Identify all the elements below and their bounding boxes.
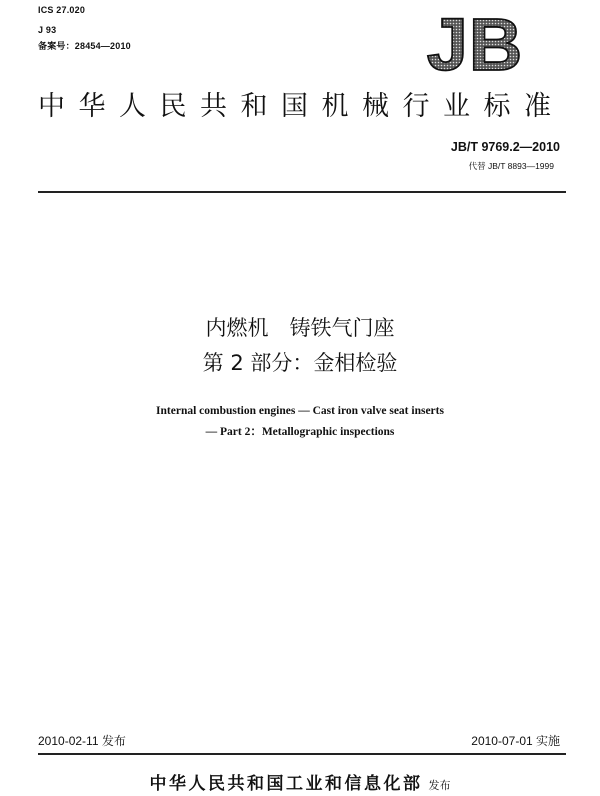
publisher-name: 中华人民共和国工业和信息化部 [149,774,423,794]
issue-date: 2010-02-11 发布 [38,734,126,748]
standard-number: JB/T 9769.2—2010 [450,140,560,154]
title-en-line1: Internal combustion engines — Cast iron valve seat inserts [156,405,444,417]
effective-date: 2010-07-01 实施 [471,734,560,748]
title-en-line2: — Part 2：Metallographic inspections [205,426,395,438]
standard-banner-title: 中华人民共和国机械行业标准 [38,91,565,122]
jb-logo-text: JB [426,10,524,76]
class-code: J 93 [38,25,57,35]
jb-logo [416,10,534,76]
footer-rule [38,753,566,755]
ics-code: ICS 27.020 [38,5,86,15]
title-cn-line1: 内燃机 铸铁气门座 [205,316,395,340]
publisher-suffix: 发布 [428,779,451,792]
title-cn-line2: 第 2 部分：金相检验 [202,351,398,375]
publisher [0,769,600,794]
header-rule [38,191,566,193]
record-number: 备案号：28454—2010 [38,41,131,51]
replaced-standard: 代替 JB/T 8893—1999 [468,161,554,171]
